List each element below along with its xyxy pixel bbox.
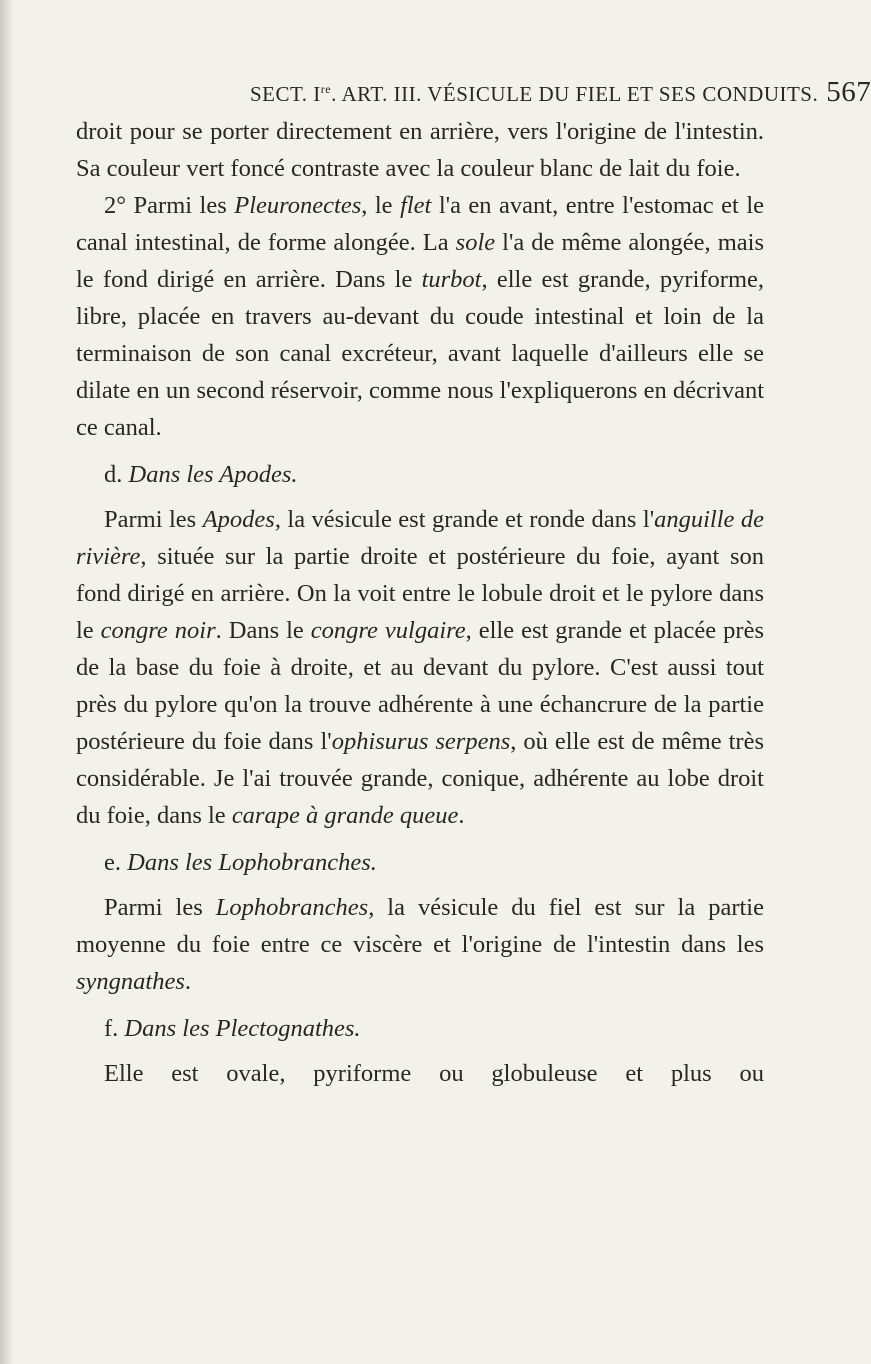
heading-letter: d. xyxy=(104,461,129,488)
italic-run: Pleuronectes xyxy=(234,192,362,219)
text-run: Parmi les xyxy=(104,894,216,921)
italic-run: ophisurus serpens xyxy=(331,728,511,755)
italic-run: sole xyxy=(455,229,496,256)
paragraph-plectognathes: Elle est ovale, pyriforme ou globuleuse et plus ou xyxy=(104,1060,764,1087)
text-run: , la vésicule est grande et ronde dans l' xyxy=(274,506,655,533)
paragraph-continuation: droit pour se porter directement en arrière, vers l'origine de l'intestin. Sa couleur vert foncé contraste avec la couleur blanc de lait du foie. xyxy=(76,118,764,182)
text-run: Parmi les xyxy=(104,506,203,533)
text-run: , où elle est de même très considérable. Je l'ai trouvée grande, conique, adhérente au lobe droit du foie, dans le xyxy=(76,728,764,829)
italic-run: anguille de rivière xyxy=(76,506,764,570)
text-run: l'a en avant, entre l'estomac et le canal intestinal, de forme alongée. La xyxy=(76,192,765,256)
italic-run: syngnathes xyxy=(76,968,185,995)
italic-run: carape à grande queue xyxy=(231,802,459,829)
italic-run: flet xyxy=(400,192,432,219)
header-section: SECT. I xyxy=(250,82,321,106)
header-title: . ART. III. VÉSICULE DU FIEL ET SES CONDUITS. xyxy=(331,82,819,106)
italic-run: Lophobranches xyxy=(215,894,369,921)
text-run: , elle est grande et placée près de la base du foie à droite, et au devant du pylore. C'est aussi tout près du pylore qu'on la trouve adhérente à une échancrure de la partie postérieure du foie dans l' xyxy=(76,617,764,755)
section-heading-f xyxy=(76,1010,764,1047)
paragraph-lophobranches xyxy=(76,889,764,1000)
italic-run: Apodes xyxy=(202,506,275,533)
body-text xyxy=(76,113,764,1092)
text-run: . xyxy=(184,968,191,995)
header-section-superscript: re xyxy=(320,82,332,96)
heading-title: Dans les Apodes. xyxy=(128,461,298,488)
section-heading-d xyxy=(76,456,764,493)
text-run: l'a de même alongée, mais le fond dirigé en arrière. Dans le xyxy=(76,229,764,293)
heading-letter: e. xyxy=(104,849,128,876)
text-run: , la vésicule du fiel est sur la partie moyenne du foie entre ce viscère et l'origine de l'intestin dans les xyxy=(76,894,764,958)
heading-letter: f. xyxy=(104,1015,125,1042)
text-run: 2° Parmi les xyxy=(104,192,235,219)
text-run: , située sur la partie droite et postérieure du foie, ayant son fond dirigé en arrière. On la voit entre le lobule droit et le pylore dans le xyxy=(76,543,764,644)
italic-run: turbot xyxy=(421,266,482,293)
paragraph-pleuronectes xyxy=(76,187,764,446)
page-number: 567 xyxy=(826,76,871,108)
text-run: , le xyxy=(361,192,401,219)
section-heading-e xyxy=(76,844,764,881)
running-header xyxy=(250,76,871,109)
italic-run: congre vulgaire xyxy=(310,617,466,644)
heading-title: Dans les Lophobranches. xyxy=(127,849,377,876)
text-run: . xyxy=(458,802,465,829)
text-run: , elle est grande, pyriforme, libre, placée en travers au-devant du coude intestinal et loin de la terminaison de son canal excréteur, avant laquelle d'ailleurs elle se dilate en un second réservoir, comme nous l'expliquerons en décrivant ce canal. xyxy=(76,266,764,441)
heading-title: Dans les Plectognathes. xyxy=(124,1015,361,1042)
paragraph-apodes xyxy=(76,501,764,834)
italic-run: congre noir xyxy=(100,617,216,644)
text-run: . Dans le xyxy=(215,617,311,644)
